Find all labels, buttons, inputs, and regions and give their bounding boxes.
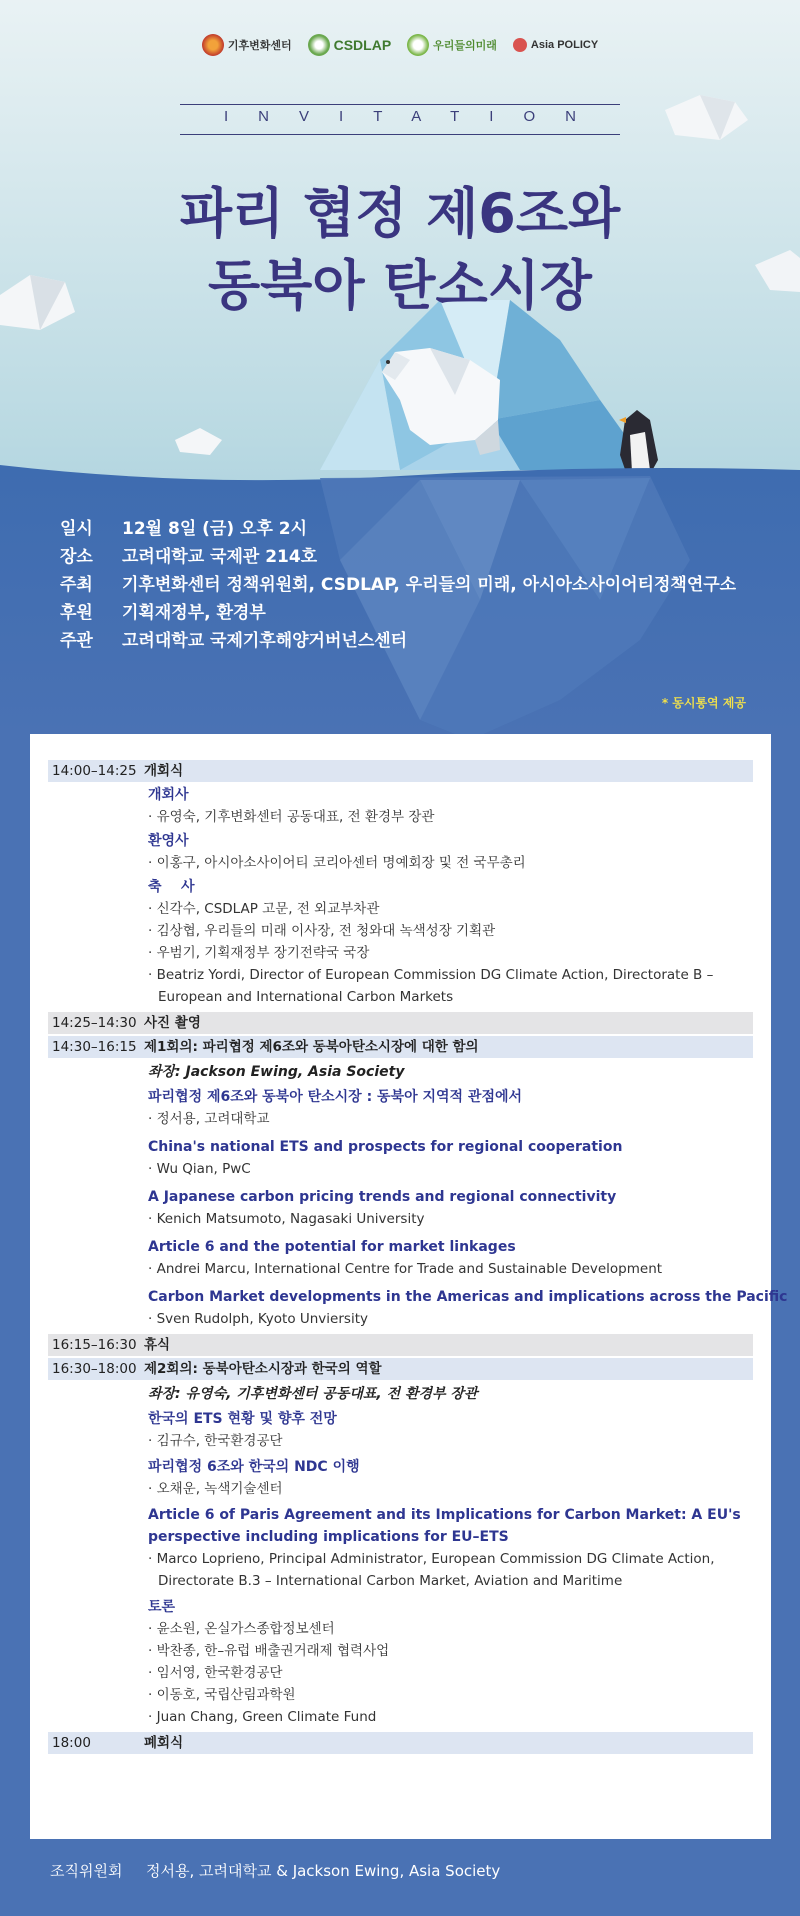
invitation-rule-top bbox=[180, 104, 620, 105]
speaker-item: · 박찬종, 한–유럽 배출권거래제 협력사업 bbox=[148, 1643, 390, 1659]
event-title-line1: 파리 협정 제6조와 bbox=[179, 182, 621, 245]
session-chair: 좌장: 유영숙, 기후변화센터 공동대표, 전 환경부 장관 bbox=[148, 1386, 478, 1402]
info-label: 주최 bbox=[60, 575, 93, 595]
session-label: 폐회식 bbox=[144, 1735, 184, 1751]
talk-title: Article 6 of Paris Agreement and its Implications for Carbon Market: A EU's perspective including implications for EU–ETS bbox=[148, 1507, 741, 1545]
speaker-item: · Juan Chang, Green Climate Fund bbox=[148, 1709, 377, 1725]
session-time: 16:15–16:30 bbox=[52, 1337, 137, 1353]
session-label: 개회식 bbox=[144, 763, 184, 779]
organizer-logos bbox=[0, 34, 800, 56]
speaker-item: · 오채운, 녹색기술센터 bbox=[148, 1481, 283, 1497]
info-row-host bbox=[60, 571, 736, 599]
info-label: 장소 bbox=[60, 547, 93, 567]
speaker-item: · Sven Rudolph, Kyoto Unviersity bbox=[148, 1311, 368, 1327]
logo-our-future bbox=[407, 34, 497, 56]
event-title bbox=[0, 178, 800, 322]
logo-csdlap bbox=[308, 34, 392, 56]
logo-csdlap-text: CSDLAP bbox=[333, 37, 392, 53]
session-time: 14:25–14:30 bbox=[52, 1015, 137, 1031]
talk-title: Carbon Market developments in the Americas and implications across the Pacific bbox=[148, 1289, 788, 1305]
footer-label: 조직위원회 bbox=[50, 1862, 123, 1880]
info-row-date bbox=[60, 515, 736, 543]
info-row-venue bbox=[60, 543, 736, 571]
speaker-item: · Wu Qian, PwC bbox=[148, 1161, 251, 1177]
session-label: 제1회의: 파리협정 제6조와 동북아탄소시장에 대한 함의 bbox=[144, 1039, 479, 1055]
session-1 bbox=[48, 1036, 753, 1058]
session-time: 18:00 bbox=[52, 1735, 91, 1751]
session-time: 16:30–18:00 bbox=[52, 1361, 137, 1377]
interpretation-note: * 동시통역 제공 bbox=[661, 696, 746, 710]
info-value: 고려대학교 국제기후해양거버넌스센터 bbox=[122, 631, 408, 651]
talk-title: A Japanese carbon pricing trends and regional connectivity bbox=[148, 1189, 617, 1205]
climate-center-logo-icon bbox=[202, 34, 224, 56]
speaker-item: · Beatriz Yordi, Director of European Commission DG Climate Action, Directorate B – European and International Carbon Markets bbox=[148, 967, 714, 1005]
info-row-sponsor bbox=[60, 599, 736, 627]
logo-climate-center bbox=[202, 34, 292, 56]
speaker-item: · 이동호, 국립산림과학원 bbox=[148, 1687, 296, 1703]
footer-value: 정서용, 고려대학교 & Jackson Ewing, Asia Society bbox=[146, 1862, 501, 1880]
info-label: 일시 bbox=[60, 519, 93, 539]
organizing-committee bbox=[50, 1860, 500, 1881]
sub-heading: 축 사 bbox=[148, 879, 195, 895]
session-time: 14:00–14:25 bbox=[52, 763, 137, 779]
talk-title: Article 6 and the potential for market linkages bbox=[148, 1239, 516, 1255]
logo-our-future-text: 우리들의미래 bbox=[433, 40, 497, 52]
speaker-item: · Marco Loprieno, Principal Administrator, European Commission DG Climate Action, Directorate B.3 – International Carbon Market, Aviation and Maritime bbox=[148, 1551, 715, 1589]
speaker-item: · 신각수, CSDLAP 고문, 전 외교부차관 bbox=[148, 901, 380, 917]
session-closing bbox=[48, 1732, 753, 1754]
sub-heading: 개회사 bbox=[148, 787, 189, 803]
info-label: 주관 bbox=[60, 631, 93, 651]
program-schedule bbox=[48, 760, 788, 1756]
speaker-item: · 임서영, 한국환경공단 bbox=[148, 1665, 283, 1681]
speaker-item: · 정서용, 고려대학교 bbox=[148, 1111, 270, 1127]
invitation-rule-bottom bbox=[180, 134, 620, 135]
talk-title: 파리협정 6조와 한국의 NDC 이행 bbox=[148, 1459, 360, 1475]
info-value: 고려대학교 국제관 214호 bbox=[122, 547, 318, 567]
talk-title: China's national ETS and prospects for regional cooperation bbox=[148, 1139, 623, 1155]
program-panel bbox=[30, 734, 788, 1839]
session-2 bbox=[48, 1358, 753, 1380]
session-time: 14:30–16:15 bbox=[52, 1039, 137, 1055]
logo-asia-policy-text: Asia POLICY bbox=[530, 39, 599, 51]
speaker-item: · Andrei Marcu, International Centre for Trade and Sustainable Development bbox=[148, 1261, 663, 1277]
info-row-organizer bbox=[60, 627, 736, 655]
session-2-detail bbox=[48, 1382, 753, 1728]
session-label: 휴식 bbox=[144, 1337, 171, 1353]
speaker-item: · 우범기, 기획재정부 장기전략국 국장 bbox=[148, 945, 370, 961]
speaker-item: · 유영숙, 기후변화센터 공동대표, 전 환경부 장관 bbox=[148, 809, 435, 825]
session-label: 제2회의: 동북아탄소시장과 한국의 역할 bbox=[144, 1361, 382, 1377]
speaker-item: · Kenich Matsumoto, Nagasaki University bbox=[148, 1211, 425, 1227]
info-value: 기획재정부, 환경부 bbox=[122, 603, 266, 623]
session-label: 사진 촬영 bbox=[144, 1015, 201, 1031]
event-title-line2: 동북아 탄소시장 bbox=[208, 254, 592, 317]
sub-heading: 환영사 bbox=[148, 833, 189, 849]
invitation-label: INVITATION bbox=[224, 108, 606, 125]
session-1-detail bbox=[48, 1060, 788, 1330]
info-value: 기후변화센터 정책위원회, CSDLAP, 우리들의 미래, 아시아소사이어티정책연구소 bbox=[122, 575, 737, 595]
csdlap-logo-icon bbox=[308, 34, 330, 56]
speaker-item: · 김상협, 우리들의 미래 이사장, 전 청와대 녹색성장 기획관 bbox=[148, 923, 496, 939]
session-photo bbox=[48, 1012, 753, 1034]
logo-climate-center-text: 기후변화센터 bbox=[227, 40, 292, 52]
talk-title: 한국의 ETS 현황 및 향후 전망 bbox=[148, 1411, 337, 1427]
speaker-item: · 이홍구, 아시아소사이어티 코리아센터 명예회장 및 전 국무총리 bbox=[148, 855, 526, 871]
event-info bbox=[60, 515, 736, 655]
speaker-item: · 김규수, 한국환경공단 bbox=[148, 1433, 283, 1449]
session-break bbox=[48, 1334, 753, 1356]
info-value: 12월 8일 (금) 오후 2시 bbox=[122, 519, 308, 539]
asia-policy-logo-icon bbox=[513, 38, 527, 52]
info-label: 후원 bbox=[60, 603, 93, 623]
logo-asia-policy bbox=[513, 38, 598, 52]
hero-illustration bbox=[0, 0, 800, 740]
speaker-item: · 윤소원, 온실가스종합정보센터 bbox=[148, 1621, 335, 1637]
session-opening bbox=[48, 760, 753, 782]
talk-title: 파리협정 제6조와 동북아 탄소시장 : 동북아 지역적 관점에서 bbox=[148, 1089, 523, 1105]
session-opening-detail bbox=[48, 784, 753, 1008]
sub-heading: 토론 bbox=[148, 1599, 176, 1615]
session-chair: 좌장: Jackson Ewing, Asia Society bbox=[148, 1064, 405, 1080]
our-future-logo-icon bbox=[407, 34, 429, 56]
